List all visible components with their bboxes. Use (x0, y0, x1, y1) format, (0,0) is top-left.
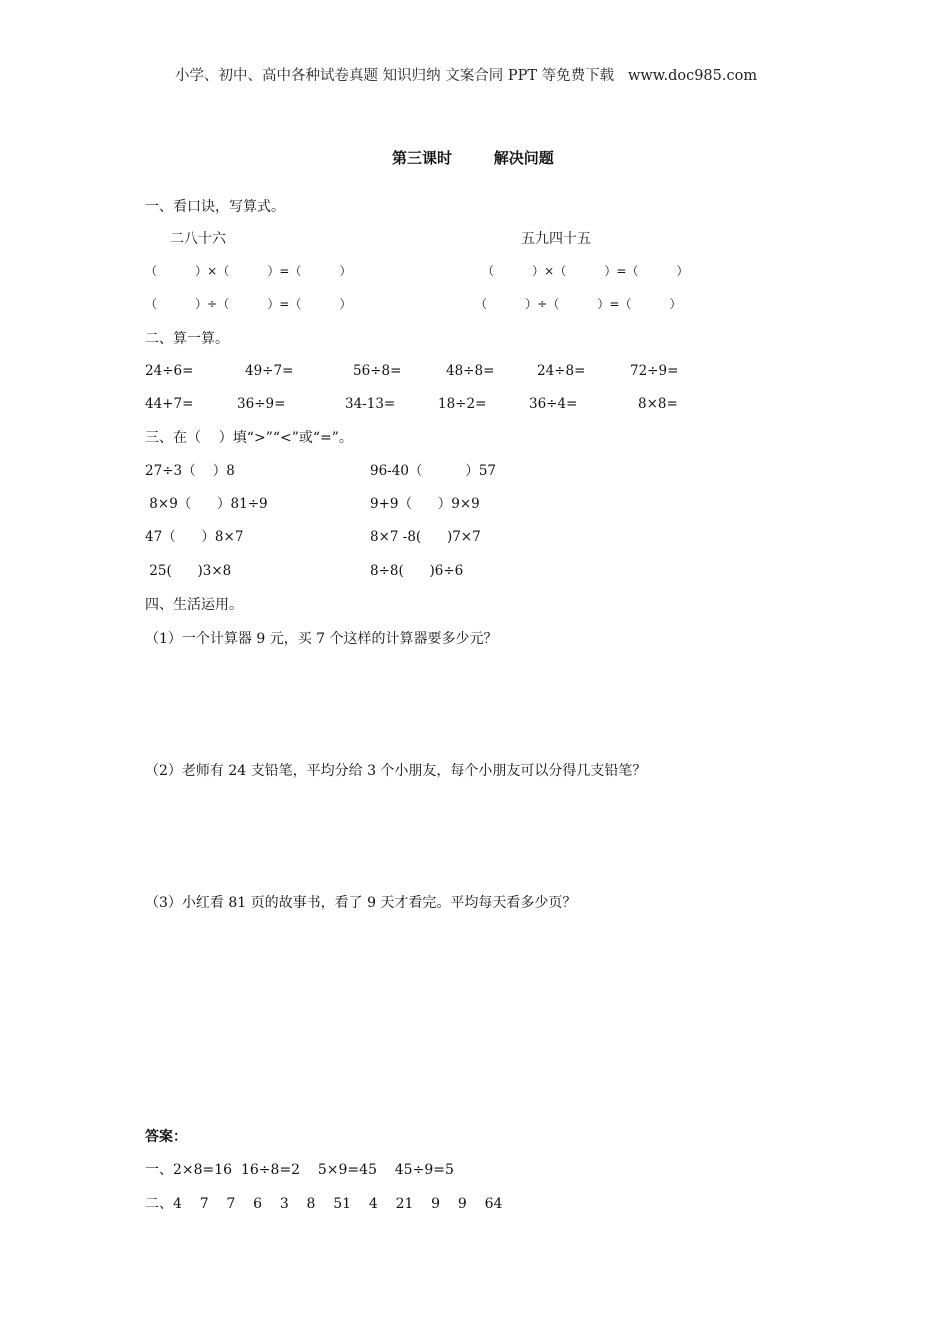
calc-item: 36÷4= (529, 396, 578, 412)
compare-item: 8÷8( )6÷6 (370, 563, 464, 579)
calc-item: 36÷9= (237, 396, 286, 412)
section1-heading: 一、看口诀，写算式。 (145, 199, 285, 215)
compare-item: 9+9（ ）9×9 (370, 496, 480, 512)
calc-item: 56÷8= (353, 363, 402, 379)
compare-item: 47（ ）8×7 (145, 529, 244, 545)
left-rhyme: 二八十六 (170, 231, 226, 247)
calc-item: 44+7= (145, 396, 194, 412)
page-title: 第三课时 解决问题 (392, 149, 554, 167)
section2-heading: 二、算一算。 (145, 331, 229, 347)
left-multiplication-blank: （ ）×（ ）=（ ） (145, 264, 352, 278)
section3-heading: 三、在（ ）填“>”“<”或“=”。 (145, 430, 353, 446)
compare-item: 8×7 -8( )7×7 (370, 529, 481, 545)
compare-item: 96-40（ ）57 (370, 463, 497, 479)
calc-item: 34-13= (345, 396, 396, 412)
answer-line-2: 二、4 7 7 6 3 8 51 4 21 9 9 64 (145, 1196, 503, 1212)
calc-item: 24÷6= (145, 363, 194, 379)
calc-item: 72÷9= (630, 363, 679, 379)
section4-heading: 四、生活运用。 (145, 597, 243, 613)
compare-item: 25( )3×8 (145, 563, 232, 579)
word-problem-1: （1）一个计算器 9 元，买 7 个这样的计算器要多少元？ (145, 631, 498, 647)
left-division-blank: （ ）÷（ ）=（ ） (145, 297, 352, 311)
compare-item: 27÷3（ ）8 (145, 463, 235, 479)
word-problem-3: （3）小红看 81 页的故事书，看了 9 天才看完。平均每天看多少页？ (145, 895, 577, 911)
calc-item: 18÷2= (438, 396, 487, 412)
calc-item: 8×8= (638, 396, 678, 412)
right-multiplication-blank: （ ）×（ ）=（ ） (482, 264, 689, 278)
calc-item: 48÷8= (446, 363, 495, 379)
word-problem-2: （2）老师有 24 支铅笔，平均分给 3 个小朋友，每个小朋友可以分得几支铅笔？ (145, 763, 647, 779)
calc-item: 24÷8= (537, 363, 586, 379)
right-rhyme: 五九四十五 (521, 231, 591, 247)
answers-heading: 答案： (145, 1129, 187, 1145)
right-division-blank: （ ）÷（ ）=（ ） (475, 297, 682, 311)
answer-line-1: 一、2×8=16 16÷8=2 5×9=45 45÷9=5 (145, 1162, 454, 1178)
calc-item: 49÷7= (245, 363, 294, 379)
compare-item: 8×9（ ）81÷9 (145, 496, 268, 512)
page-header: 小学、初中、高中各种试卷真题 知识归纳 文案合同 PPT 等免费下载 www.doc985.com (175, 68, 758, 84)
